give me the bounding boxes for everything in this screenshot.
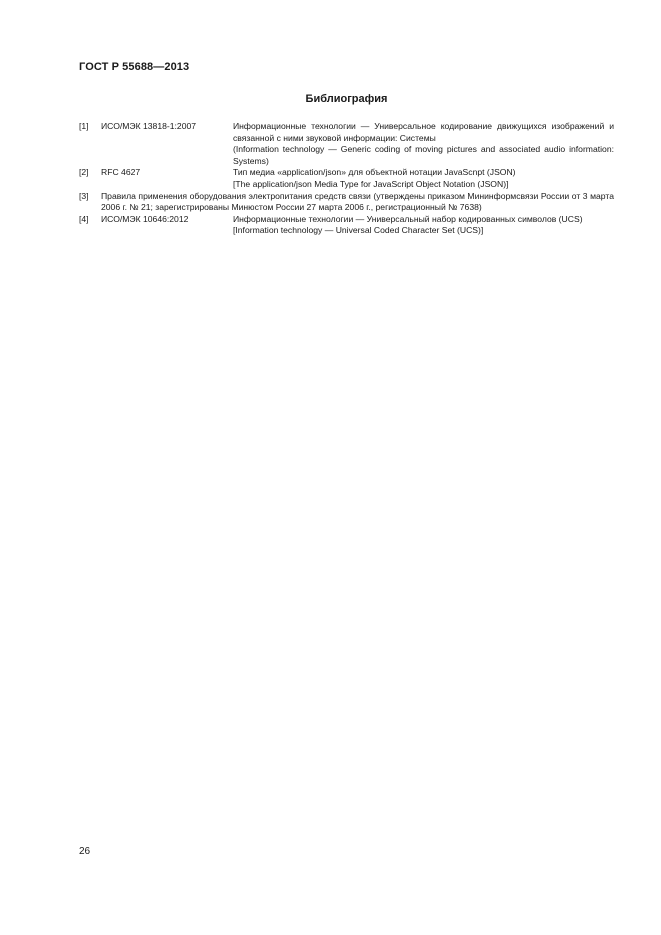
bibliography-list <box>79 121 614 237</box>
page-number: 26 <box>79 846 91 857</box>
entry-description <box>233 121 614 167</box>
entry-title-ru: Информационные технологии — Универсальный набор кодированных символов (UCS) <box>233 213 583 224</box>
entry-code: ИСО/МЭК 13818-1:2007 <box>101 121 197 131</box>
entry-code: ИСО/МЭК 10646:2012 <box>101 213 189 224</box>
entry-number: [2] <box>79 167 89 178</box>
entry-title-ru: Тип медиа «application/json» для объектной нотации JavaScnpt (JSON) <box>233 167 516 178</box>
entry-description <box>233 214 614 237</box>
entry-text: Правила применения оборудования электропитания средств связи (утверждены приказом Мининформсвязи России от 3 марта 2006 г. № 21; зарегистрированы Минюстом России 27 марта 2006 г., регистрационный № 7638) <box>101 190 614 213</box>
entry-number: [4] <box>79 213 89 224</box>
entry-title-en: [The application/json Media Type for JavaScript Object Notation (JSON)] <box>233 178 509 189</box>
bibliography-entry-3 <box>79 191 614 214</box>
entry-title-ru: Информационные технологии — Универсальное кодирование движущихся изображений и связанной с ними звуковой информации: Системы <box>233 121 614 143</box>
section-title: Библиография <box>305 93 388 105</box>
entry-title-en: (Information technology — Generic coding of moving pictures and associated audio information: Systems) <box>233 144 614 166</box>
entry-description <box>233 167 614 190</box>
entry-code: RFC 4627 <box>101 167 141 178</box>
entry-number: [3] <box>79 190 89 201</box>
bibliography-entry-2 <box>79 167 614 190</box>
document-header-standard-code: ГОСТ Р 55688—2013 <box>79 61 190 73</box>
entry-number: [1] <box>79 121 89 131</box>
bibliography-entry-1 <box>79 121 614 167</box>
entry-title-en: [Information technology — Universal Coded Character Set (UCS)] <box>233 225 484 236</box>
bibliography-entry-4 <box>79 214 614 237</box>
